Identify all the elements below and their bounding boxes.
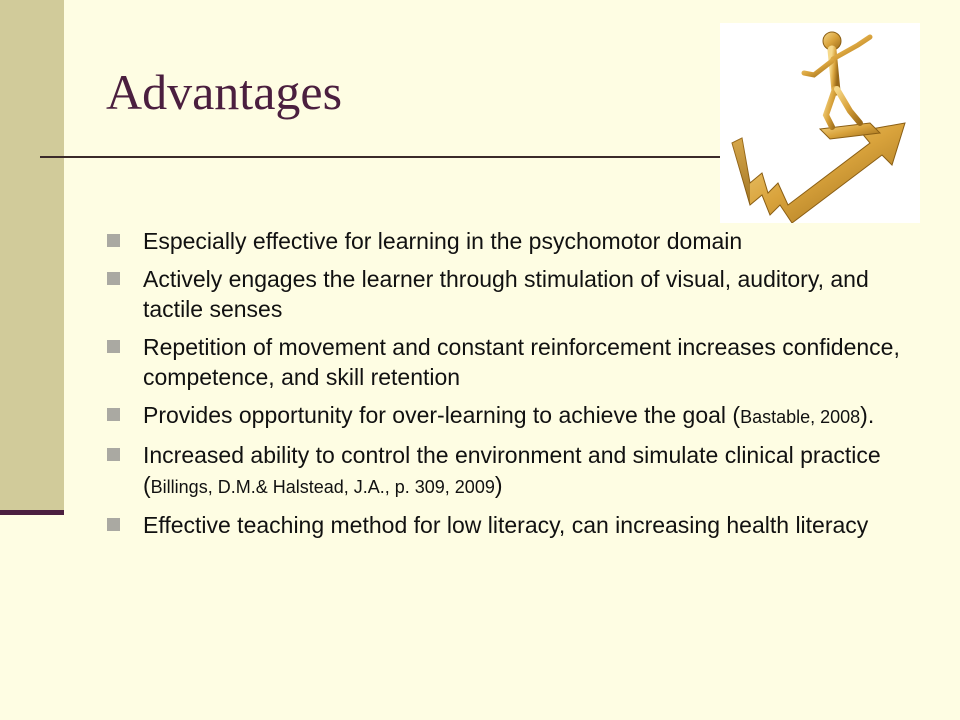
citation-close: ) bbox=[494, 472, 503, 498]
citation-open: ( bbox=[726, 402, 741, 428]
bullet-square-icon bbox=[107, 408, 120, 421]
left-decorative-band bbox=[0, 0, 64, 512]
bullet-text: Especially effective for learning in the psychomotor domain bbox=[143, 228, 743, 254]
figure-on-rising-arrow-icon bbox=[720, 23, 920, 223]
slide-title: Advantages bbox=[106, 64, 343, 120]
left-accent-bar bbox=[0, 510, 64, 515]
title-divider bbox=[40, 156, 740, 158]
bullet-item bbox=[106, 226, 916, 256]
bullet-item bbox=[106, 400, 916, 432]
bullet-text: Increased ability to control the environment and simulate clinical practice bbox=[143, 442, 881, 468]
bullet-square-icon bbox=[107, 340, 120, 353]
bullet-square-icon bbox=[107, 448, 120, 461]
bullet-square-icon bbox=[107, 518, 120, 531]
bullet-text: Actively engages the learner through stimulation of visual, auditory, and tactile senses bbox=[143, 266, 869, 322]
bullet-item bbox=[106, 264, 916, 324]
bullet-text: Effective teaching method for low literacy, can increasing health literacy bbox=[143, 512, 869, 538]
bullet-square-icon bbox=[107, 272, 120, 285]
bullet-square-icon bbox=[107, 234, 120, 247]
bullet-text: Provides opportunity for over-learning to achieve the goal bbox=[143, 402, 727, 428]
citation: Billings, D.M.& Halstead, J.A., p. 309, 2009 bbox=[150, 477, 495, 497]
bullet-list bbox=[106, 226, 916, 548]
bullet-item bbox=[106, 440, 916, 502]
citation-open: ( bbox=[143, 472, 151, 498]
citation: Bastable, 2008 bbox=[740, 407, 861, 427]
bullet-text: Repetition of movement and constant reinforcement increases confidence, competence, and skill retention bbox=[143, 334, 900, 390]
bullet-item bbox=[106, 510, 916, 540]
bullet-item bbox=[106, 332, 916, 392]
citation-close: ). bbox=[860, 402, 875, 428]
